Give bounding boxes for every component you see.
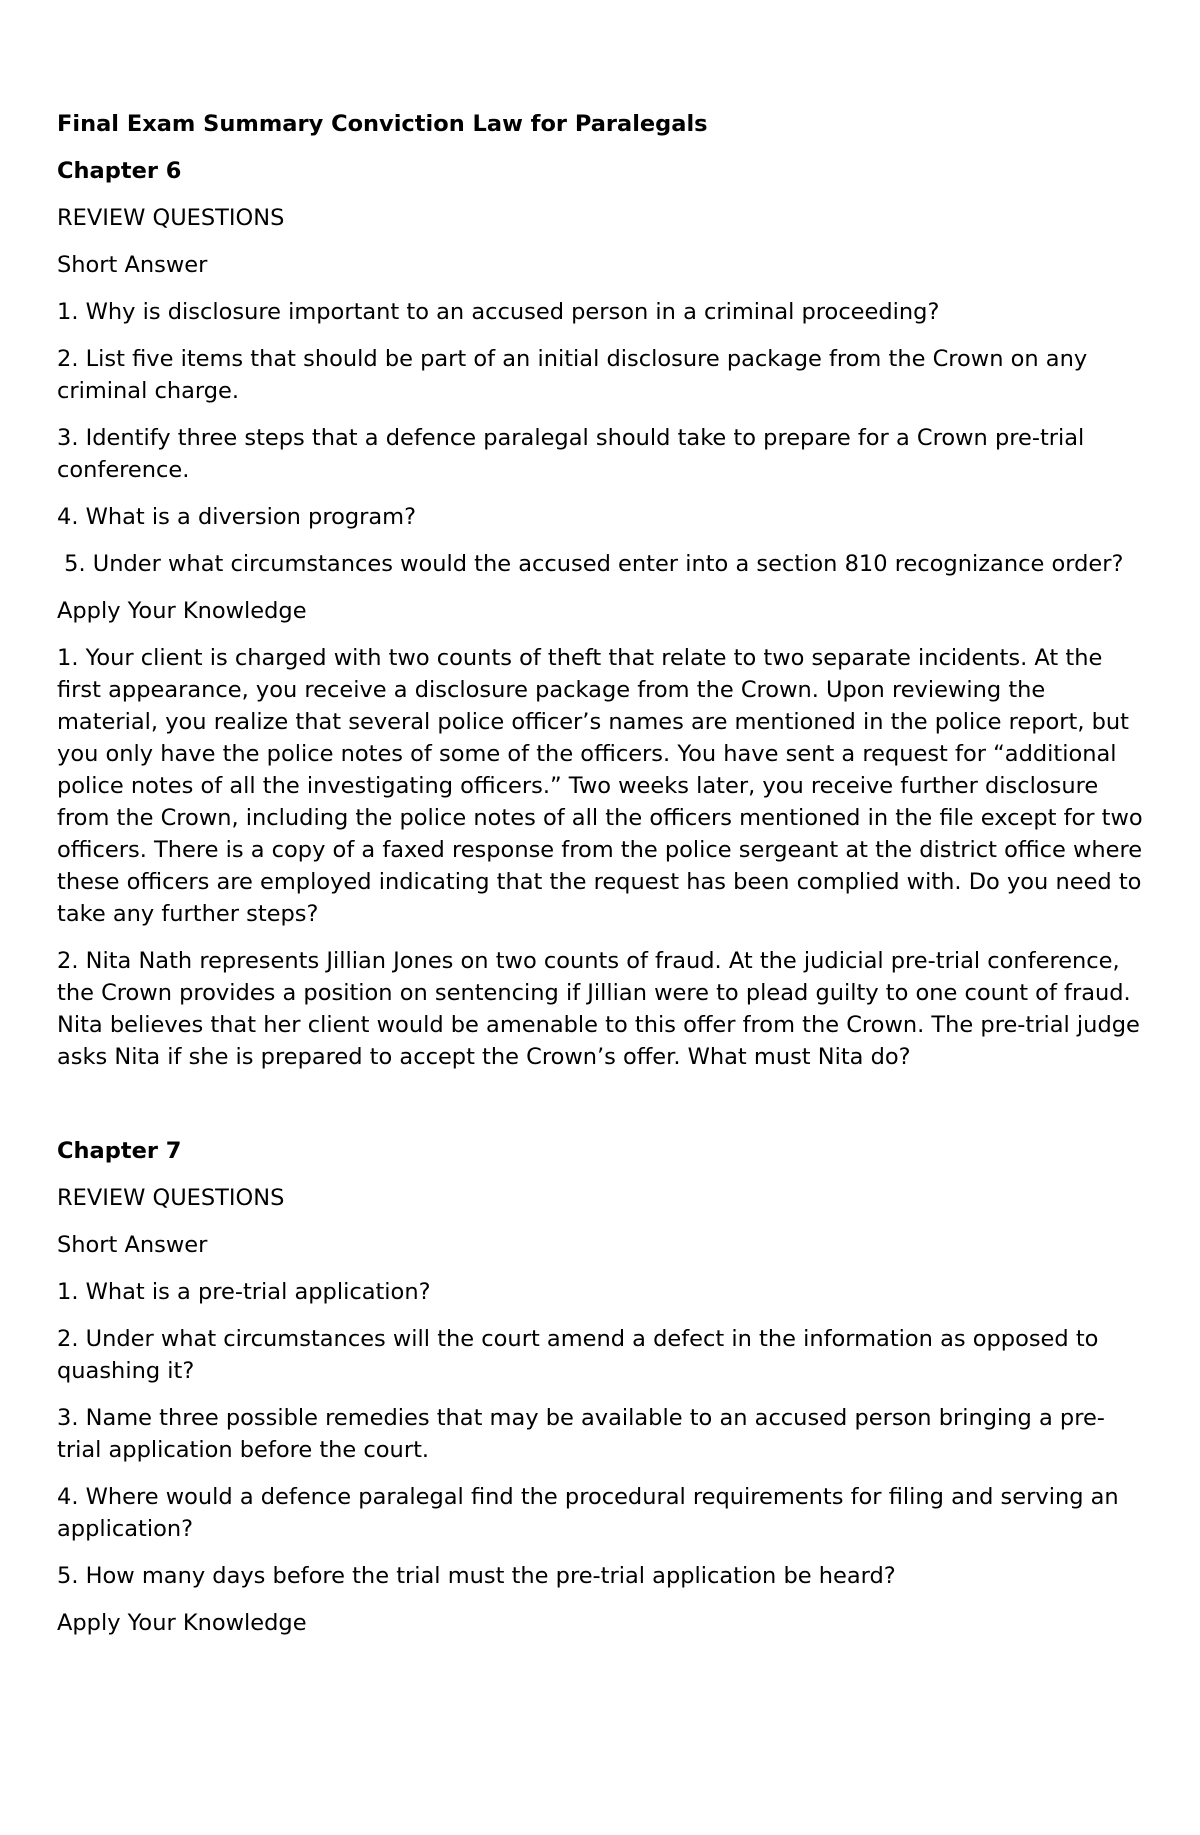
- chapter-6-question-1: 1. Why is disclosure important to an accused person in a criminal proceeding?: [57, 299, 940, 325]
- chapter-7-question-4: 4. Where would a defence paralegal find the procedural requirements for filing and serving an application?: [57, 1484, 1119, 1542]
- document-body: [57, 108, 1147, 1654]
- section-spacer: [57, 1088, 1147, 1135]
- chapter-6-question-3: 3. Identify three steps that a defence paralegal should take to prepare for a Crown pre-trial conference.: [57, 425, 1085, 483]
- chapter-7-review-heading: REVIEW QUESTIONS: [57, 1185, 285, 1211]
- chapter-7-question-2: 2. Under what circumstances will the court amend a defect in the information as opposed to quashing it?: [57, 1326, 1099, 1384]
- chapter-6-question-5: 5. Under what circumstances would the accused enter into a section 810 recognizance order?: [57, 551, 1124, 577]
- chapter-7-question-1: 1. What is a pre-trial application?: [57, 1279, 431, 1305]
- chapter-6-apply-question-1: 1. Your client is charged with two counts of theft that relate to two separate incidents. At the first appearance, you receive a disclosure package from the Crown. Upon reviewing the material, you realize that several police officer’s names are mentioned in the police report, but you only have the police notes of some of the officers. You have sent a request for “additional police notes of all the investigating officers.” Two weeks later, you receive further disclosure from the Crown, including the police notes of all the officers mentioned in the file except for two officers. There is a copy of a faxed response from the police sergeant at the district office where these officers are employed indicating that the request has been complied with. Do you need to take any further steps?: [57, 645, 1143, 927]
- chapter-7-short-answer-heading: Short Answer: [57, 1232, 208, 1258]
- chapter-6-question-4: 4. What is a diversion program?: [57, 504, 417, 530]
- chapter-6-apply-heading: Apply Your Knowledge: [57, 598, 307, 624]
- chapter-6-heading: Chapter 6: [57, 158, 182, 184]
- chapter-7-heading: Chapter 7: [57, 1138, 182, 1164]
- chapter-6-apply-question-2: 2. Nita Nath represents Jillian Jones on two counts of fraud. At the judicial pre-trial conference, the Crown provides a position on sentencing if Jillian were to plead guilty to one count of fraud. Nita believes that her client would be amenable to this offer from the Crown. The pre-trial judge asks Nita if she is prepared to accept the Crown’s offer. What must Nita do?: [57, 948, 1140, 1070]
- chapter-6-review-heading: REVIEW QUESTIONS: [57, 205, 285, 231]
- chapter-7-apply-heading: Apply Your Knowledge: [57, 1610, 307, 1636]
- chapter-7-question-5: 5. How many days before the trial must the pre-trial application be heard?: [57, 1563, 896, 1589]
- chapter-7-question-3: 3. Name three possible remedies that may be available to an accused person bringing a pre-trial application before the court.: [57, 1405, 1105, 1463]
- chapter-6-question-2: 2. List five items that should be part of an initial disclosure package from the Crown on any criminal charge.: [57, 346, 1088, 404]
- document-title: Final Exam Summary Conviction Law for Paralegals: [57, 111, 708, 137]
- chapter-6-short-answer-heading: Short Answer: [57, 252, 208, 278]
